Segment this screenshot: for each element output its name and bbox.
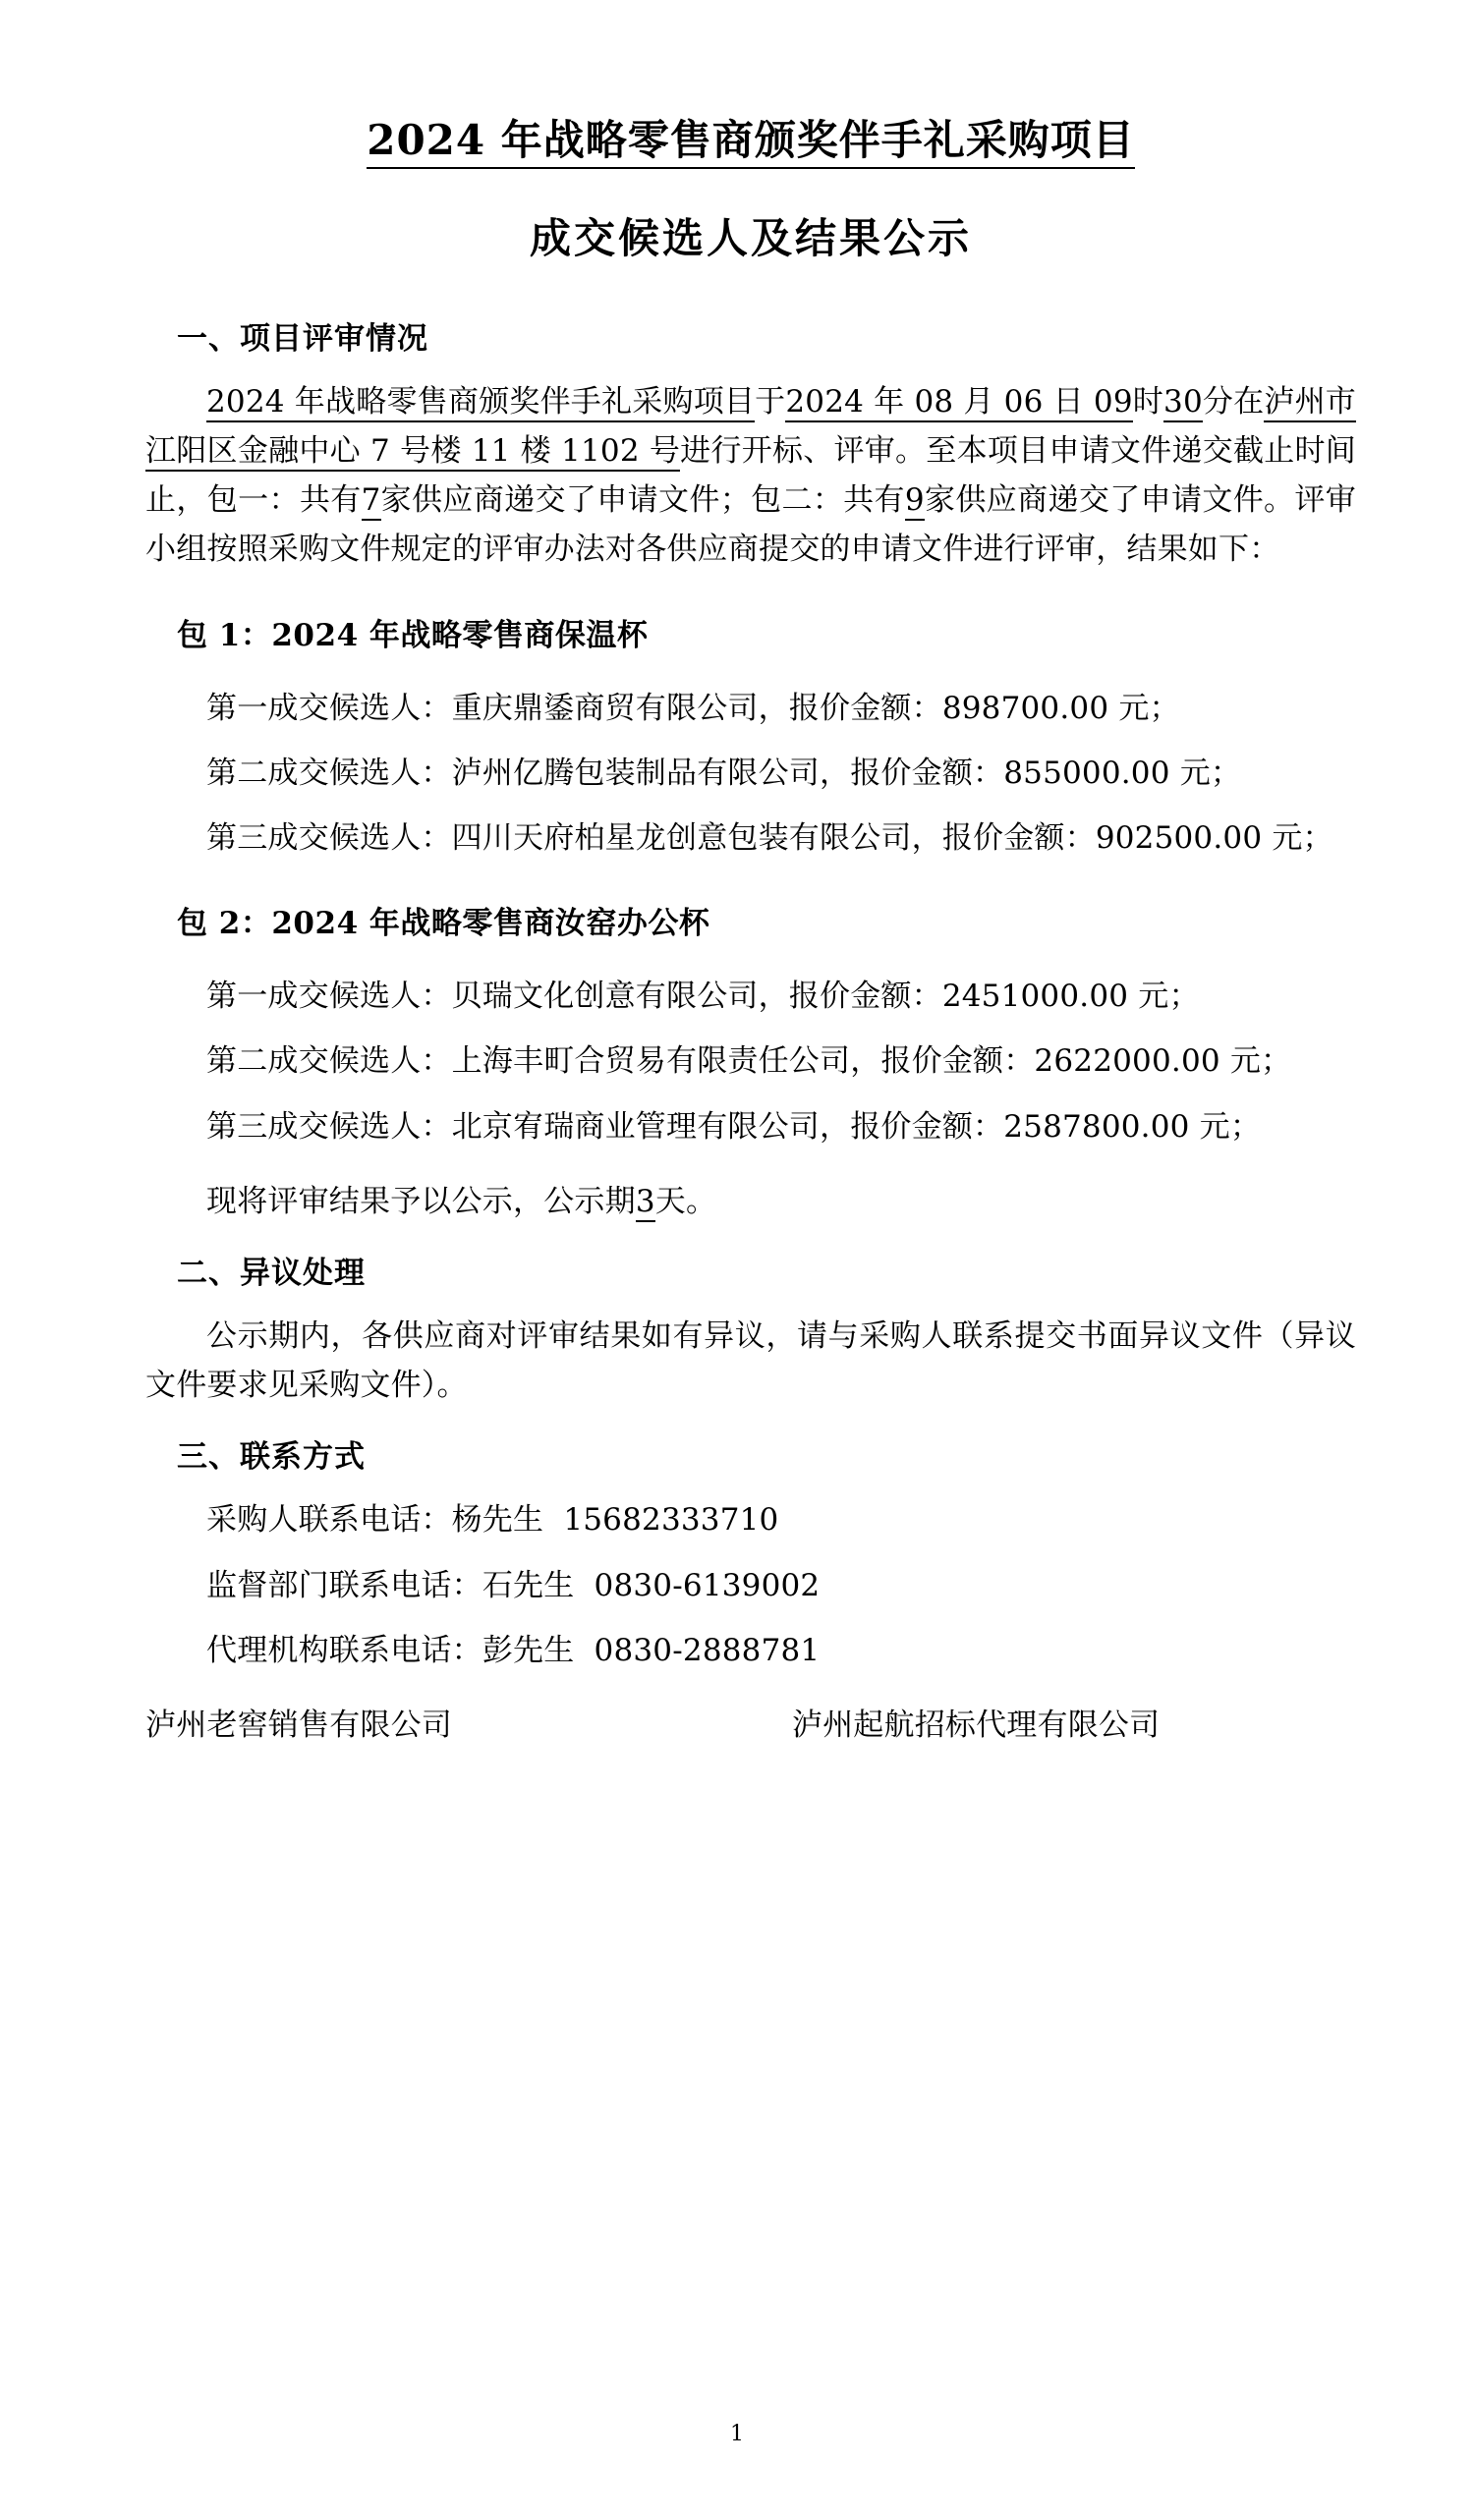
intro-text-6: 家供应商递交了申请文件。评审小组按照采购文件规定的评审办法对各供应商提交的申请文件进行评审，结果如下： (145, 482, 1356, 568)
spacer (145, 798, 1356, 813)
intro-text-1: 于 (755, 383, 786, 420)
candidate-row (145, 1036, 1356, 1086)
candidate-amount-label: ，报价金额： (758, 690, 942, 726)
candidate-amount-label: ，报价金额： (758, 979, 942, 1015)
spacer (145, 863, 1356, 902)
spacer (145, 946, 1356, 972)
page-title-text: 2024 年战略零售商颁奖伴手礼采购项目 (367, 116, 1135, 169)
candidate-row (145, 1102, 1356, 1151)
package-heading-2: 包 2：2024 年战略零售商汝窑办公杯 (177, 906, 710, 942)
spacer (145, 1480, 1356, 1495)
review-intro-paragraph (145, 377, 1356, 575)
candidate-amount-unit: 元； (1169, 755, 1242, 791)
candidate-rank-label: 第二成交候选人： (206, 755, 452, 791)
intro-text-4: 进行开标、评审。至本项目申请文件递交截止时间止，包一：共有 (145, 432, 1356, 519)
section-heading-review: 一、项目评审情况 (177, 320, 428, 357)
publicity-suffix: 天。 (654, 1183, 717, 1219)
candidate-amount: 902500.00 (1095, 819, 1263, 856)
candidate-rank-label: 第一成交候选人： (206, 979, 452, 1015)
spacer (145, 1087, 1356, 1102)
candidate-amount-unit: 元； (1108, 690, 1180, 726)
spacer (145, 733, 1356, 749)
candidate-amount-label: ，报价金额： (850, 1043, 1035, 1080)
objection-paragraph: 公示期内，各供应商对评审结果如有异议，请与采购人联系提交书面异议文件（异议文件要求见采购文件）。 (145, 1317, 1356, 1404)
candidate-supplier: 重庆鼎鋈商贸有限公司 (451, 690, 759, 726)
spacer (145, 1545, 1356, 1561)
page-number: 1 (730, 2422, 744, 2446)
candidate-amount-unit: 元； (1219, 1043, 1292, 1080)
candidate-supplier: 贝瑞文化创意有限公司 (451, 979, 759, 1015)
candidate-supplier: 四川天府柏星龙创意包装有限公司 (451, 819, 912, 856)
candidate-rank-label: 第二成交候选人： (206, 1043, 452, 1080)
supplier-count-pkg1: 7 (362, 482, 381, 521)
candidate-amount-label: ，报价金额： (820, 755, 1004, 791)
signature-purchaser: 泸州老窖销售有限公司 (145, 1707, 452, 1743)
candidate-amount-unit: 元； (1128, 979, 1200, 1015)
candidate-supplier: 上海丰町合贸易有限责任公司 (451, 1043, 851, 1080)
candidate-amount-unit: 元； (1262, 819, 1333, 856)
publicity-prefix: 现将评审结果予以公示，公示期 (206, 1183, 636, 1219)
spacer (145, 658, 1356, 684)
contact-label: 代理机构联系电话： (206, 1632, 482, 1668)
candidate-amount-label: ，报价金额： (911, 819, 1096, 856)
contact-person: 石先生 (482, 1567, 575, 1603)
spacer (145, 1675, 1356, 1701)
contact-label: 采购人联系电话： (206, 1502, 452, 1539)
contact-label: 监督部门联系电话： (206, 1567, 482, 1603)
candidate-amount-unit: 元； (1189, 1108, 1262, 1145)
candidate-rank-label: 第一成交候选人： (206, 690, 452, 726)
spacer (145, 264, 1356, 317)
candidate-amount: 2622000.00 (1034, 1043, 1220, 1080)
package-heading-1: 包 1：2024 年战略零售商保温杯 (177, 617, 649, 653)
intro-text-5: 家供应商递交了申请文件；包二：共有 (380, 482, 905, 519)
page-subtitle: 成交候选人及结果公示 (529, 214, 972, 263)
spacer (145, 1296, 1356, 1312)
supplier-count-pkg2: 9 (905, 482, 925, 521)
spacer (145, 575, 1356, 614)
bid-open-datetime: 2024 年 08 月 06 日 09 (785, 384, 1132, 422)
candidate-amount: 2587800.00 (1003, 1108, 1190, 1145)
publicity-period-line (145, 1177, 1356, 1226)
bid-open-minute: 30 (1163, 384, 1203, 422)
candidate-row (145, 684, 1356, 733)
section-heading-contact: 三、联系方式 (177, 1439, 366, 1476)
candidate-supplier: 北京宥瑞商业管理有限公司 (451, 1108, 821, 1145)
candidate-supplier: 泸州亿腾包装制品有限公司 (451, 755, 821, 791)
spacer (145, 1021, 1356, 1036)
signature-row (145, 1701, 1356, 1750)
candidate-rank-label: 第三成交候选人： (206, 819, 452, 856)
project-name-text: 2024 年战略零售商颁奖伴手礼采购项目 (206, 384, 755, 422)
intro-text-2: 时 (1132, 383, 1164, 420)
spacer (145, 362, 1356, 377)
contact-phone: 0830-6139002 (594, 1567, 821, 1603)
intro-text-3: 分在 (1202, 383, 1265, 420)
candidate-rank-label: 第三成交候选人： (206, 1108, 452, 1145)
candidate-amount: 855000.00 (1003, 755, 1170, 791)
candidate-row (145, 972, 1356, 1021)
contact-phone: 0830-2888781 (594, 1632, 821, 1668)
candidate-amount-label: ，报价金额： (820, 1108, 1004, 1145)
contact-person: 杨先生 (451, 1502, 544, 1539)
contact-phone: 15682333710 (563, 1502, 779, 1539)
contact-row-agency (145, 1626, 1356, 1675)
signature-agency: 泸州起航招标代理有限公司 (791, 1707, 1161, 1743)
candidate-row (145, 813, 1356, 863)
document-content (145, 0, 1356, 1750)
candidate-amount: 2451000.00 (941, 979, 1129, 1015)
publicity-days: 3 (636, 1184, 655, 1222)
contact-person: 彭先生 (482, 1632, 575, 1668)
contact-row-supervisor (145, 1561, 1356, 1610)
candidate-row (145, 749, 1356, 798)
section-heading-objection: 二、异议处理 (177, 1256, 366, 1291)
bid-open-place: 泸州市江阳区金融中心 7 号楼 11 楼 1102 号 (145, 384, 1356, 472)
spacer (145, 1610, 1356, 1626)
candidate-amount: 898700.00 (941, 690, 1109, 726)
spacer (145, 1410, 1356, 1435)
contact-row-purchaser (145, 1495, 1356, 1544)
page-title (145, 0, 1356, 165)
spacer (145, 1151, 1356, 1177)
spacer (145, 1226, 1356, 1252)
